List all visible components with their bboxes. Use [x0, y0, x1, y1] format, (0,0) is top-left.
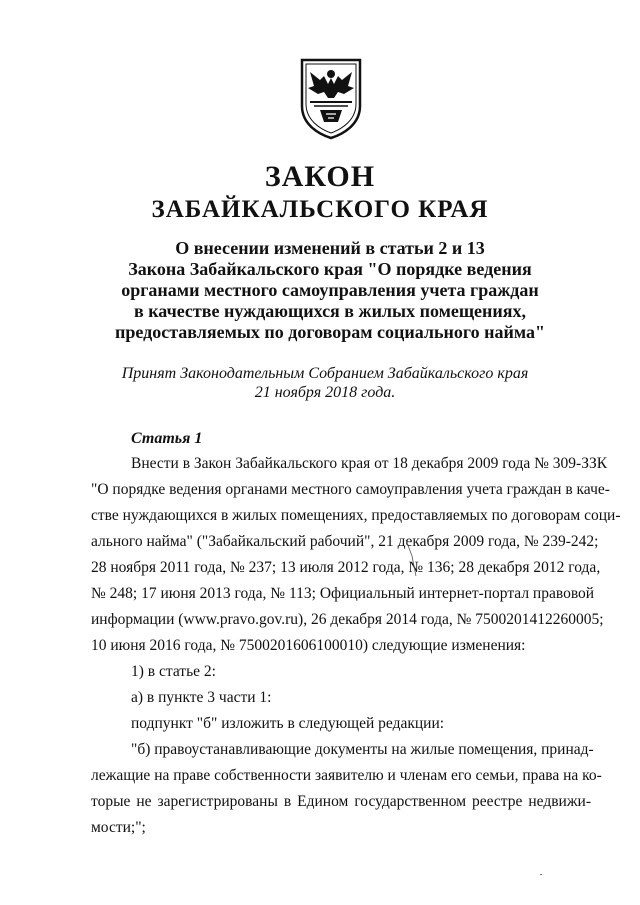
scan-speck [540, 874, 542, 875]
coat-of-arms-icon [298, 58, 364, 140]
law-title: ЗАКОН [264, 160, 376, 193]
body-line: "О порядке ведения органами местного самоуправления учета граждан в каче- [91, 481, 610, 498]
adoption-note [100, 364, 550, 402]
body-line: подпункт "б" изложить в следующей редакции: [131, 715, 445, 732]
body-line: лежащие на праве собственности заявителю и членам его семьи, права на ко- [91, 767, 602, 784]
body-line: № 248; 17 июня 2013 года, № 113; Официальный интернет-портал правовой [91, 585, 595, 602]
body-line: "б) правоустанавливающие документы на жилые помещения, принад- [131, 741, 594, 758]
adoption-date: 21 ноября 2018 года. [254, 384, 396, 401]
subtitle-line: в качестве нуждающихся в жилых помещениях, [133, 301, 527, 321]
subtitle-line: Закона Забайкальского края "О порядке ведения [128, 259, 532, 279]
region-title: ЗАБАЙКАЛЬСКОГО КРАЯ [151, 196, 489, 223]
subtitle-line: предоставляемых по договорам социального найма" [114, 322, 545, 342]
body-line: мости;"; [91, 819, 146, 836]
body-line: а) в пункте 3 части 1: [131, 689, 272, 706]
body-line: Внести в Закон Забайкальского края от 18 декабря 2009 года № 309-ЗЗК [131, 455, 608, 472]
adoption-line: Принят Законодательным Собранием Забайкальского края [121, 365, 529, 382]
subtitle-line: органами местного самоуправления учета граждан [121, 280, 539, 300]
article-heading: Статья 1 [131, 430, 203, 447]
law-subtitle [80, 238, 580, 343]
body-line: 28 ноября 2011 года, № 237; 13 июля 2012 года, № 136; 28 декабря 2012 года, [91, 559, 601, 576]
body-line: ального найма" ("Забайкальский рабочий", 21 декабря 2009 года, № 239-242; [91, 533, 599, 550]
subtitle-line: О внесении изменений в статьи 2 и 13 [175, 238, 485, 258]
body-line: 10 июня 2016 года, № 7500201606100010) следующие изменения: [91, 637, 526, 654]
body-line: 1) в статье 2: [131, 663, 216, 680]
body-line: стве нуждающихся в жилых помещениях, предоставляемых по договорам соци- [91, 507, 621, 524]
pen-mark [404, 538, 418, 578]
body-line: торые не зарегистрированы в Едином государственном реестре недвижи- [91, 793, 591, 810]
body-line: информации (www.pravo.gov.ru), 26 декабря 2014 года, № 7500201412260005; [91, 611, 604, 628]
